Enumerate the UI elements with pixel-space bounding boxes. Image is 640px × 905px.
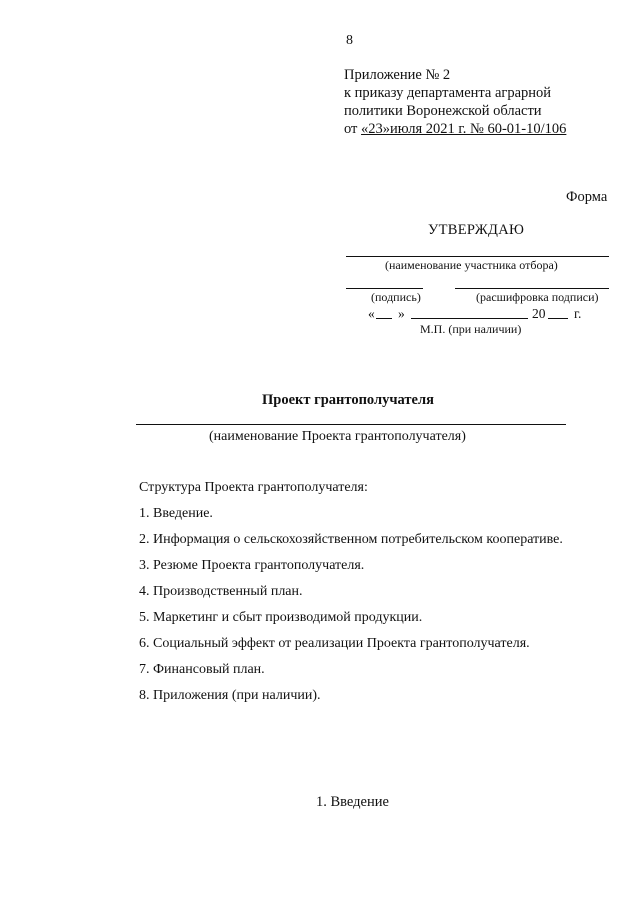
decoding-line: [455, 288, 609, 289]
appendix-line-2: к приказу департамента аграрной: [344, 85, 552, 101]
signature-line: [346, 288, 423, 289]
appendix-line-3: политики Воронежской области: [344, 103, 542, 119]
date-year: 20: [532, 306, 546, 321]
list-item: 8. Приложения (при наличии).: [139, 688, 321, 703]
participant-name-line: [346, 256, 609, 257]
appendix-line-4: [344, 120, 566, 138]
list-item: 6. Социальный эффект от реализации Проекта грантополучателя.: [139, 636, 530, 651]
structure-list: [139, 480, 563, 714]
year-line: [548, 318, 568, 319]
structure-heading: Структура Проекта грантополучателя:: [139, 480, 368, 495]
list-item: 1. Введение.: [139, 506, 213, 521]
list-item: 2. Информация о сельскохозяйственном потребительском кооперативе.: [139, 532, 563, 547]
day-line: [376, 318, 392, 319]
appendix-line-4-prefix: от: [344, 121, 362, 137]
approval-heading: УТВЕРЖДАЮ: [428, 222, 525, 238]
section-heading: 1. Введение: [316, 794, 389, 810]
project-name-caption: (наименование Проекта грантополучателя): [209, 429, 466, 444]
date-open-quote: «: [368, 306, 375, 321]
stamp-caption: М.П. (при наличии): [420, 322, 522, 336]
date-close-quote: »: [398, 306, 405, 321]
signature-caption: (подпись): [371, 290, 421, 304]
appendix-line-1: Приложение № 2: [344, 67, 451, 83]
form-label: Форма: [566, 189, 608, 205]
project-title: Проект грантополучателя: [262, 392, 434, 408]
list-item: 7. Финансовый план.: [139, 662, 265, 677]
list-item: 4. Производственный план.: [139, 584, 303, 599]
page-number: 8: [346, 33, 353, 48]
appendix-header: [344, 66, 566, 138]
order-reference: «23»июля 2021 г. № 60-01-10/106: [361, 121, 567, 137]
project-name-line: [136, 424, 566, 425]
list-item: 5. Маркетинг и сбыт производимой продукции.: [139, 610, 423, 625]
participant-caption: (наименование участника отбора): [385, 258, 558, 272]
list-item: 3. Резюме Проекта грантополучателя.: [139, 558, 365, 573]
decoding-caption: (расшифровка подписи): [476, 290, 599, 304]
month-line: [411, 318, 528, 319]
date-suffix: г.: [574, 306, 582, 321]
